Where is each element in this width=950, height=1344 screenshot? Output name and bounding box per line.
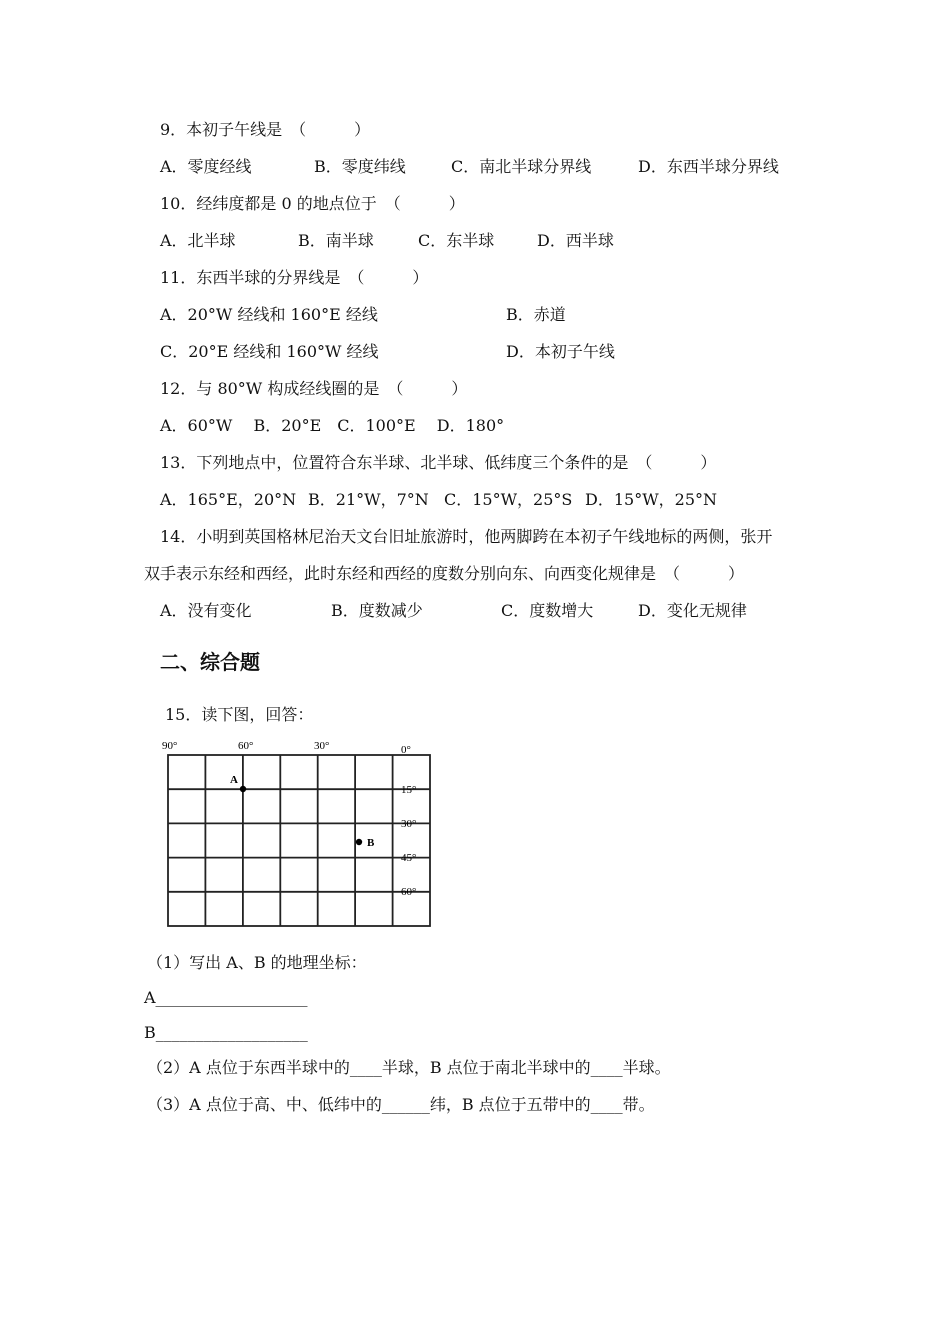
lat-long-grid-map xyxy=(160,735,435,930)
section-title: 二、综合题 xyxy=(160,650,260,674)
q9-option-c: C．南北半球分界线 xyxy=(451,157,592,176)
q11-stem: 11．东西半球的分界线是 （ ） xyxy=(160,268,429,287)
q10-option-c: C．东半球 xyxy=(418,231,495,250)
q9-stem: 9．本初子午线是 （ ） xyxy=(160,120,371,139)
q12-options: A．60°W B．20°E C．100°E D．180° xyxy=(160,416,505,435)
lon-label-30: 30° xyxy=(314,740,330,752)
q14-option-c: C．度数增大 xyxy=(501,601,594,620)
lat-label-15: 15° xyxy=(401,784,417,796)
q15-stem: 15．读下图，回答： xyxy=(165,705,314,724)
q14-stem-line2: 双手表示东经和西经，此时东经和西经的度数分别向东、向西变化规律是 （ ） xyxy=(144,564,745,583)
lon-label-0: 0° xyxy=(401,744,411,756)
q13-option-b: B．21°W，7°N xyxy=(308,490,429,509)
point-b-marker xyxy=(356,839,362,845)
q12-stem: 12．与 80°W 构成经线圈的是 （ ） xyxy=(160,379,468,398)
q14-option-a: A．没有变化 xyxy=(160,601,252,620)
q13-option-a: A．165°E，20°N xyxy=(160,490,297,509)
q13-option-d: D．15°W，25°N xyxy=(585,490,717,509)
lat-label-60: 60° xyxy=(401,886,417,898)
q9-option-a: A．零度经线 xyxy=(160,157,252,176)
q10-option-a: A．北半球 xyxy=(160,231,236,250)
q13-stem: 13．下列地点中，位置符合东半球、北半球、低纬度三个条件的是 （ ） xyxy=(160,453,717,472)
q15-sub3: （3）A 点位于高、中、低纬中的______纬，B 点位于五带中的____带。 xyxy=(147,1095,655,1114)
q13-option-c: C．15°W，25°S xyxy=(444,490,573,509)
q9-option-d: D．东西半球分界线 xyxy=(638,157,779,176)
q15-sub2: （2）A 点位于东西半球中的____半球，B 点位于南北半球中的____半球。 xyxy=(147,1058,671,1077)
grid-lines xyxy=(168,755,430,926)
lon-label-90: 90° xyxy=(162,740,178,752)
q10-stem: 10．经纬度都是 0 的地点位于 （ ） xyxy=(160,194,465,213)
q10-option-b: B．南半球 xyxy=(298,231,374,250)
q15-answer-b: B___________________ xyxy=(144,1023,308,1042)
q11-option-d: D．本初子午线 xyxy=(506,342,615,361)
q9-option-b: B．零度纬线 xyxy=(314,157,406,176)
q14-option-b: B．度数减少 xyxy=(331,601,423,620)
q14-option-d: D．变化无规律 xyxy=(638,601,747,620)
q15-answer-a: A___________________ xyxy=(144,988,308,1007)
q11-option-a: A．20°W 经线和 160°E 经线 xyxy=(160,305,378,324)
lat-label-30: 30° xyxy=(401,818,417,830)
q11-option-b: B．赤道 xyxy=(506,305,566,324)
point-b-label: B xyxy=(367,837,375,849)
lat-label-45: 45° xyxy=(401,852,417,864)
q11-option-c: C．20°E 经线和 160°W 经线 xyxy=(160,342,379,361)
q10-option-d: D．西半球 xyxy=(537,231,614,250)
q14-stem-line1: 14．小明到英国格林尼治天文台旧址旅游时，他两脚跨在本初子午线地标的两侧，张开 xyxy=(160,527,773,546)
q15-sub1: （1）写出 A、B 的地理坐标： xyxy=(147,953,367,972)
point-a-label: A xyxy=(230,774,238,786)
point-a-marker xyxy=(240,786,246,792)
lon-label-60: 60° xyxy=(238,740,254,752)
